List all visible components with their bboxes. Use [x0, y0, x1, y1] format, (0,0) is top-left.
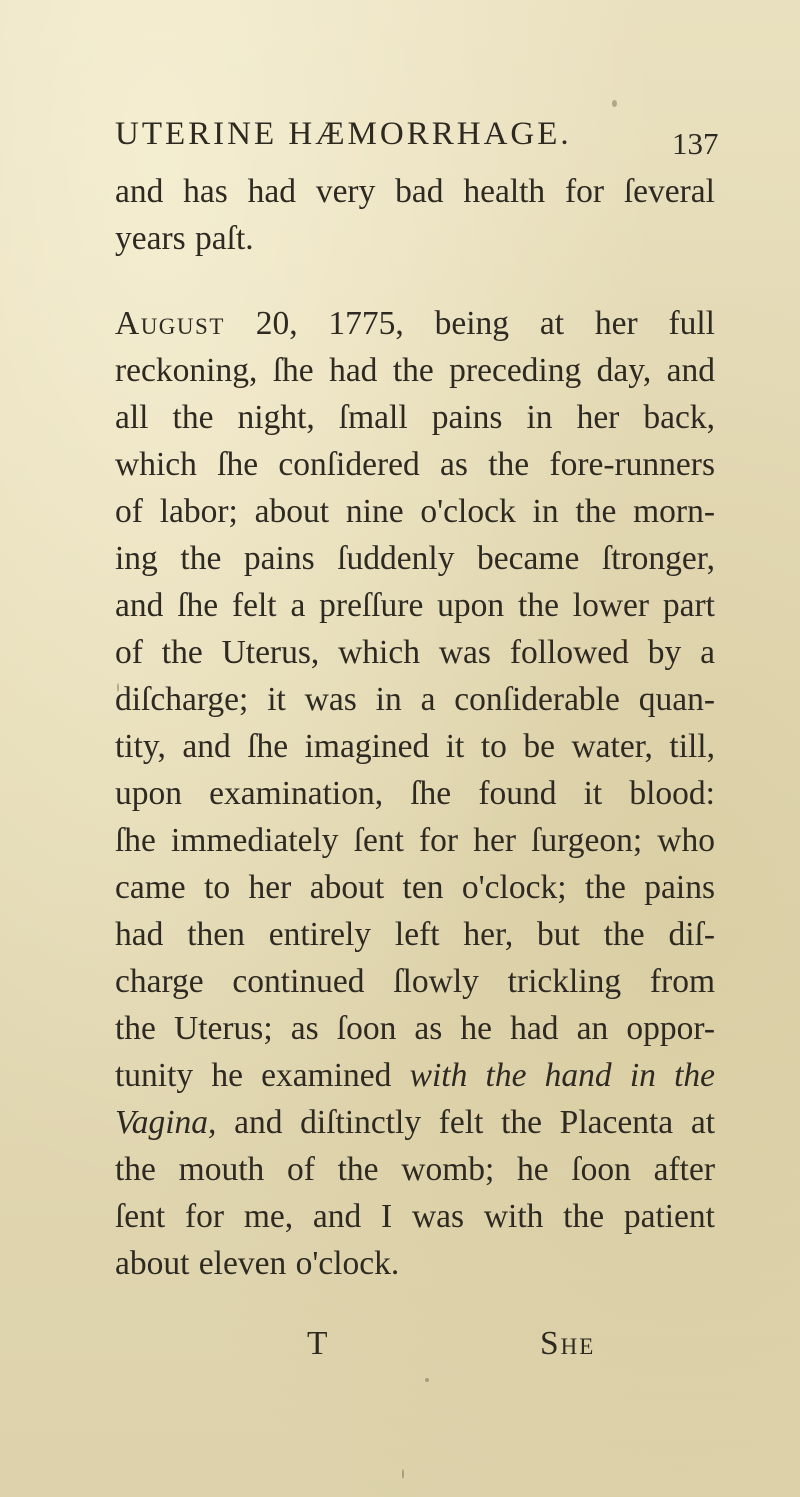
text-run: 20, 1775, being at her full: [224, 305, 715, 342]
text-line: which ſhe conſidered as the fore-runners: [115, 446, 715, 483]
text-line: and ſhe felt a preſſure upon the lower part: [115, 587, 715, 624]
italic-run: Vagina,: [115, 1104, 217, 1141]
text-line: years paſt.: [115, 220, 254, 257]
italic-run: with the hand in the: [409, 1057, 716, 1094]
text-line: upon examination, ſhe found it blood:: [115, 775, 715, 812]
paper-speck: [117, 683, 119, 692]
page-footer: [115, 1325, 715, 1371]
page-header: [115, 116, 719, 161]
small-caps-word: August: [115, 305, 225, 342]
text-line: reckoning, ſhe had the preceding day, and: [115, 352, 715, 389]
paper-speck: [425, 1378, 429, 1382]
text-line: the Uterus; as ſoon as he had an oppor-: [115, 1010, 715, 1047]
text-line: all the night, ſmall pains in her back,: [115, 399, 715, 436]
text-line: ing the pains ſuddenly became ſtronger,: [115, 540, 715, 577]
text-line: ſent for me, and I was with the patient: [115, 1198, 715, 1235]
running-title: UTERINE HÆMORRHAGE.: [115, 116, 572, 152]
page-number: 137: [672, 126, 719, 161]
paper-speck: [612, 100, 617, 107]
text-line: had then entirely left her, but the diſ-: [115, 916, 715, 953]
text-line: tity, and ſhe imagined it to be water, till,: [115, 728, 715, 765]
text-line: ſhe immediately ſent for her ſurgeon; who: [115, 822, 715, 859]
text-line: and has had very bad health for ſeveral: [115, 173, 715, 210]
catchword: She: [540, 1325, 596, 1362]
signature-mark: T: [307, 1325, 328, 1362]
text-run: and diſtinctly felt the Placenta at: [234, 1104, 716, 1141]
text-line-mixed: [115, 1099, 715, 1146]
text-line: the mouth of the womb; he ſoon after: [115, 1151, 715, 1188]
text-line: came to her about ten o'clock; the pains: [115, 869, 715, 906]
text-line: of labor; about nine o'clock in the morn-: [115, 493, 715, 530]
paper-speck: [402, 1469, 404, 1479]
text-line: charge continued ſlowly trickling from: [115, 963, 715, 1000]
text-line: of the Uterus, which was followed by a: [115, 634, 715, 671]
text-line: diſcharge; it was in a conſiderable quan-: [115, 681, 715, 718]
text-line: about eleven o'clock.: [115, 1245, 400, 1282]
body-text: [115, 168, 715, 1287]
text-line-mixed: [115, 1052, 715, 1099]
text-line-august: [115, 300, 715, 347]
text-run: tunity he examined: [115, 1057, 392, 1094]
